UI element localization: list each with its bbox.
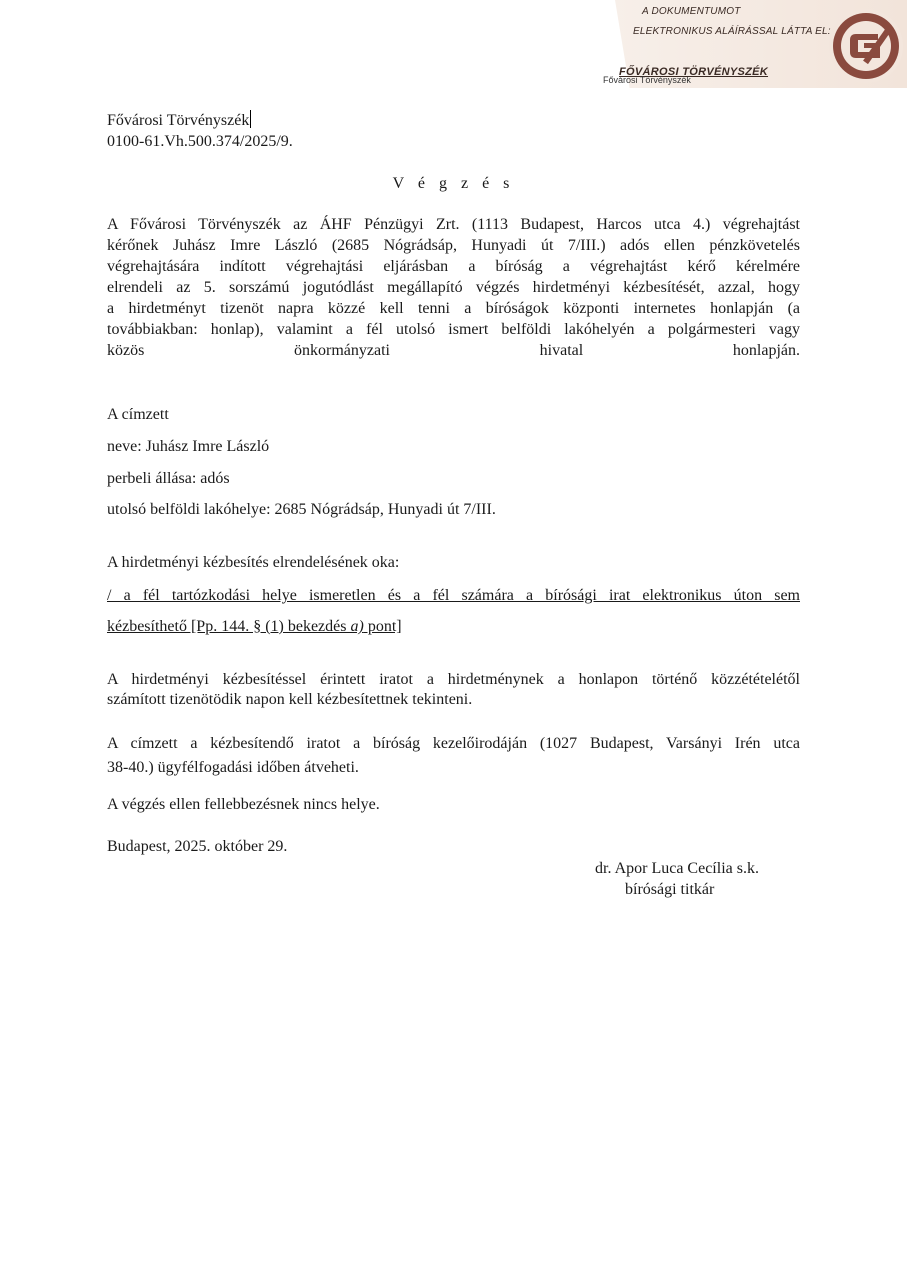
signatory-title: bírósági titkár bbox=[625, 881, 715, 898]
place-date: Budapest, 2025. október 29. bbox=[107, 838, 288, 855]
reason-line-1: / a fél tartózkodási helye ismeretlen és a fél számára a bírósági irat elektronikus úton sem bbox=[107, 587, 800, 604]
stamp-line-1: A DOKUMENTUMOT bbox=[642, 6, 741, 17]
recipient-address: utolsó belföldi lakóhelye: 2685 Nógrádsáp, Hunyadi út 7/III. bbox=[107, 501, 496, 518]
effect-line-1: A hirdetményi kézbesítéssel érintett iratot a hirdetménynek a honlapon történő közzétételétől bbox=[107, 671, 800, 688]
stamp-court-small: Fővárosi Törvényszék bbox=[603, 75, 691, 85]
effect-line-2: számított tizenötödik napon kell kézbesítettnek tekinteni. bbox=[107, 691, 473, 708]
court-name: Fővárosi Törvényszék bbox=[107, 112, 250, 129]
recipient-heading: A címzett bbox=[107, 406, 169, 423]
pickup-line-2: 38-40.) ügyfélfogadási időben átveheti. bbox=[107, 759, 359, 776]
pickup-line-1: A címzett a kézbesítendő iratot a bíróság kezelőirodáján (1027 Budapest, Varsányi Irén utca bbox=[107, 735, 800, 752]
stamp-court-name: FŐVÁROSI TÖRVÉNYSZÉK bbox=[619, 66, 769, 78]
recipient-name: neve: Juhász Imre László bbox=[107, 438, 270, 455]
document-title: V é g z é s bbox=[392, 175, 515, 192]
text-cursor bbox=[250, 110, 251, 128]
intro-line-3: végrehajtására indított végrehajtási eljárásban a bíróság a végrehajtást kérő kérelmére bbox=[107, 258, 800, 275]
case-number: 0100-61.Vh.500.374/2025/9. bbox=[107, 133, 293, 150]
intro-line-6: továbbiakban: honlap), valamint a fél utolsó ismert belföldi lakóhelyén a polgármesteri vagy bbox=[107, 321, 800, 338]
reason-line-2: kézbesíthető [Pp. 144. § (1) bekezdés a) pont] bbox=[107, 618, 402, 635]
intro-line-5: a hirdetményt tizenöt napra közzé kell tenni a bíróságok központi internetes honlapján (a bbox=[107, 300, 800, 317]
stamp-line-2: ELEKTRONIKUS ALÁÍRÁSSAL LÁTTA EL: bbox=[633, 26, 831, 37]
recipient-role: perbeli állása: adós bbox=[107, 470, 230, 487]
intro-line-7: közös önkormányzati hivatal honlapján. bbox=[107, 342, 800, 359]
appeal-note: A végzés ellen fellebbezésnek nincs helye. bbox=[107, 796, 380, 813]
intro-line-4: elrendeli az 5. sorszámú jogutódlást megállapító végzés hirdetményi kézbesítését, azzal, hogy bbox=[107, 279, 800, 296]
intro-line-2: kérőnek Juhász Imre László (2685 Nógrádsáp, Hunyadi út 7/III.) adós ellen pénzkövetelés bbox=[107, 237, 800, 254]
signatory-name: dr. Apor Luca Cecília s.k. bbox=[595, 860, 759, 877]
court-seal-logo-icon bbox=[828, 8, 904, 84]
intro-line-1: A Fővárosi Törvényszék az ÁHF Pénzügyi Zrt. (1113 Budapest, Harcos utca 4.) végrehajtást bbox=[107, 216, 800, 233]
reason-heading: A hirdetményi kézbesítés elrendelésének oka: bbox=[107, 554, 400, 571]
